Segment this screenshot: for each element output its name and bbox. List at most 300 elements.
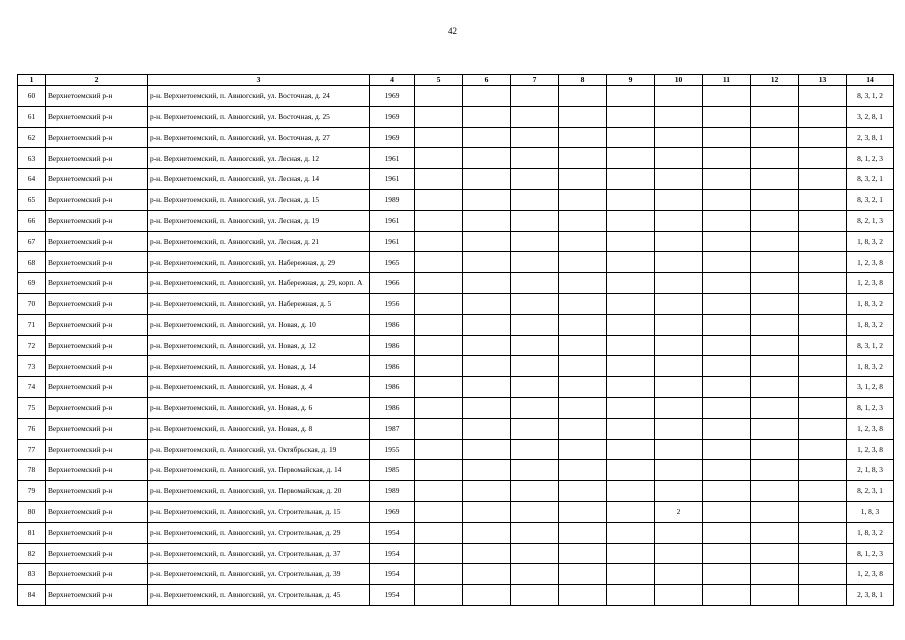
col-8-cell — [559, 585, 607, 606]
table-row — [18, 585, 894, 606]
address-cell: р-н. Верхнетоемский, п. Авнюгский, ул. Восточная, д. 25 — [148, 106, 370, 127]
col-12-cell — [751, 293, 799, 314]
col-6-cell — [463, 189, 511, 210]
table-row — [18, 501, 894, 522]
col-6-cell — [463, 481, 511, 502]
col-8-cell — [559, 169, 607, 190]
col-7-cell — [511, 252, 559, 273]
table-body — [18, 86, 894, 606]
col-14-cell: 8, 2, 3, 1 — [847, 481, 894, 502]
address-cell: р-н. Верхнетоемский, п. Авнюгский, ул. Строительная, д. 39 — [148, 564, 370, 585]
col-11-cell — [703, 273, 751, 294]
table-row — [18, 335, 894, 356]
row-number-cell: 70 — [18, 293, 46, 314]
district-cell: Верхнетоемский р-н — [46, 335, 148, 356]
col-10-cell — [655, 377, 703, 398]
table-row — [18, 397, 894, 418]
col-7-cell — [511, 418, 559, 439]
column-header: 11 — [703, 75, 751, 86]
district-cell: Верхнетоемский р-н — [46, 439, 148, 460]
row-number-cell: 60 — [18, 86, 46, 107]
district-cell: Верхнетоемский р-н — [46, 231, 148, 252]
col-13-cell — [799, 252, 847, 273]
year-cell: 1986 — [370, 314, 415, 335]
district-cell: Верхнетоемский р-н — [46, 127, 148, 148]
col-14-cell: 8, 3, 1, 2 — [847, 86, 894, 107]
col-13-cell — [799, 148, 847, 169]
col-8-cell — [559, 273, 607, 294]
district-cell: Верхнетоемский р-н — [46, 169, 148, 190]
col-14-cell: 1, 2, 3, 8 — [847, 418, 894, 439]
col-10-cell — [655, 127, 703, 148]
col-6-cell — [463, 86, 511, 107]
year-cell: 1969 — [370, 501, 415, 522]
col-12-cell — [751, 501, 799, 522]
row-number-cell: 84 — [18, 585, 46, 606]
col-14-cell: 3, 1, 2, 8 — [847, 377, 894, 398]
col-8-cell — [559, 293, 607, 314]
col-12-cell — [751, 148, 799, 169]
district-cell: Верхнетоемский р-н — [46, 314, 148, 335]
col-13-cell — [799, 189, 847, 210]
col-12-cell — [751, 418, 799, 439]
col-9-cell — [607, 314, 655, 335]
col-6-cell — [463, 314, 511, 335]
table-row — [18, 169, 894, 190]
col-9-cell — [607, 377, 655, 398]
col-9-cell — [607, 127, 655, 148]
address-cell: р-н. Верхнетоемский, п. Авнюгский, ул. Новая, д. 8 — [148, 418, 370, 439]
table-row — [18, 106, 894, 127]
col-11-cell — [703, 231, 751, 252]
col-11-cell — [703, 314, 751, 335]
col-8-cell — [559, 377, 607, 398]
col-12-cell — [751, 189, 799, 210]
address-cell: р-н. Верхнетоемский, п. Авнюгский, ул. Новая, д. 4 — [148, 377, 370, 398]
col-13-cell — [799, 273, 847, 294]
col-12-cell — [751, 460, 799, 481]
district-cell: Верхнетоемский р-н — [46, 377, 148, 398]
address-cell: р-н. Верхнетоемский, п. Авнюгский, ул. Набережная, д. 29 — [148, 252, 370, 273]
col-14-cell: 3, 2, 8, 1 — [847, 106, 894, 127]
year-cell: 1969 — [370, 86, 415, 107]
address-cell: р-н. Верхнетоемский, п. Авнюгский, ул. Первомайская, д. 20 — [148, 481, 370, 502]
district-cell: Верхнетоемский р-н — [46, 564, 148, 585]
col-11-cell — [703, 252, 751, 273]
address-cell: р-н. Верхнетоемский, п. Авнюгский, ул. Новая, д. 10 — [148, 314, 370, 335]
col-13-cell — [799, 231, 847, 252]
col-7-cell — [511, 273, 559, 294]
address-cell: р-н. Верхнетоемский, п. Авнюгский, ул. Восточная, д. 27 — [148, 127, 370, 148]
district-cell: Верхнетоемский р-н — [46, 273, 148, 294]
row-number-cell: 63 — [18, 148, 46, 169]
col-9-cell — [607, 86, 655, 107]
table-row — [18, 210, 894, 231]
col-12-cell — [751, 106, 799, 127]
col-6-cell — [463, 543, 511, 564]
col-6-cell — [463, 397, 511, 418]
col-5-cell — [415, 356, 463, 377]
col-14-cell: 1, 2, 3, 8 — [847, 252, 894, 273]
col-6-cell — [463, 148, 511, 169]
col-10-cell — [655, 148, 703, 169]
col-14-cell: 2, 3, 8, 1 — [847, 585, 894, 606]
col-9-cell — [607, 293, 655, 314]
col-12-cell — [751, 252, 799, 273]
address-cell: р-н. Верхнетоемский, п. Авнюгский, ул. Строительная, д. 29 — [148, 522, 370, 543]
row-number-cell: 81 — [18, 522, 46, 543]
col-6-cell — [463, 335, 511, 356]
row-number-cell: 61 — [18, 106, 46, 127]
row-number-cell: 69 — [18, 273, 46, 294]
col-13-cell — [799, 106, 847, 127]
col-14-cell: 8, 3, 2, 1 — [847, 169, 894, 190]
row-number-cell: 79 — [18, 481, 46, 502]
col-14-cell: 1, 8, 3, 2 — [847, 314, 894, 335]
address-cell: р-н. Верхнетоемский, п. Авнюгский, ул. Первомайская, д. 14 — [148, 460, 370, 481]
col-9-cell — [607, 439, 655, 460]
table-row — [18, 418, 894, 439]
column-header: 10 — [655, 75, 703, 86]
col-14-cell: 8, 3, 2, 1 — [847, 189, 894, 210]
col-12-cell — [751, 127, 799, 148]
col-11-cell — [703, 106, 751, 127]
col-8-cell — [559, 189, 607, 210]
col-10-cell — [655, 439, 703, 460]
col-13-cell — [799, 210, 847, 231]
col-5-cell — [415, 543, 463, 564]
col-11-cell — [703, 564, 751, 585]
col-14-cell: 1, 2, 3, 8 — [847, 273, 894, 294]
col-9-cell — [607, 335, 655, 356]
col-9-cell — [607, 106, 655, 127]
district-cell: Верхнетоемский р-н — [46, 543, 148, 564]
year-cell: 1961 — [370, 231, 415, 252]
col-9-cell — [607, 481, 655, 502]
col-11-cell — [703, 522, 751, 543]
col-14-cell: 1, 2, 3, 8 — [847, 564, 894, 585]
district-cell: Верхнетоемский р-н — [46, 356, 148, 377]
year-cell: 1969 — [370, 106, 415, 127]
year-cell: 1986 — [370, 397, 415, 418]
col-8-cell — [559, 564, 607, 585]
col-7-cell — [511, 481, 559, 502]
col-10-cell — [655, 231, 703, 252]
col-7-cell — [511, 543, 559, 564]
col-5-cell — [415, 377, 463, 398]
address-cell: р-н. Верхнетоемский, п. Авнюгский, ул. Новая, д. 14 — [148, 356, 370, 377]
col-12-cell — [751, 585, 799, 606]
col-11-cell — [703, 86, 751, 107]
col-10-cell — [655, 335, 703, 356]
col-14-cell: 8, 1, 2, 3 — [847, 397, 894, 418]
col-12-cell — [751, 397, 799, 418]
col-7-cell — [511, 377, 559, 398]
col-10-cell — [655, 543, 703, 564]
year-cell: 1955 — [370, 439, 415, 460]
col-11-cell — [703, 148, 751, 169]
col-8-cell — [559, 522, 607, 543]
col-12-cell — [751, 356, 799, 377]
table-row — [18, 148, 894, 169]
col-6-cell — [463, 501, 511, 522]
col-6-cell — [463, 439, 511, 460]
col-13-cell — [799, 439, 847, 460]
year-cell: 1961 — [370, 148, 415, 169]
col-9-cell — [607, 397, 655, 418]
col-9-cell — [607, 210, 655, 231]
col-10-cell — [655, 189, 703, 210]
col-13-cell — [799, 314, 847, 335]
col-5-cell — [415, 564, 463, 585]
column-header: 14 — [847, 75, 894, 86]
col-7-cell — [511, 86, 559, 107]
col-7-cell — [511, 293, 559, 314]
col-11-cell — [703, 397, 751, 418]
housing-register-table — [17, 74, 894, 606]
col-7-cell — [511, 522, 559, 543]
col-11-cell — [703, 377, 751, 398]
col-9-cell — [607, 564, 655, 585]
address-cell: р-н. Верхнетоемский, п. Авнюгский, ул. Новая, д. 12 — [148, 335, 370, 356]
col-14-cell: 1, 8, 3, 2 — [847, 356, 894, 377]
col-7-cell — [511, 564, 559, 585]
row-number-cell: 76 — [18, 418, 46, 439]
column-header: 9 — [607, 75, 655, 86]
col-9-cell — [607, 522, 655, 543]
address-cell: р-н. Верхнетоемский, п. Авнюгский, ул. Строительная, д. 15 — [148, 501, 370, 522]
col-5-cell — [415, 106, 463, 127]
col-14-cell: 8, 3, 1, 2 — [847, 335, 894, 356]
col-13-cell — [799, 335, 847, 356]
district-cell: Верхнетоемский р-н — [46, 418, 148, 439]
col-8-cell — [559, 356, 607, 377]
col-10-cell — [655, 169, 703, 190]
district-cell: Верхнетоемский р-н — [46, 522, 148, 543]
col-5-cell — [415, 231, 463, 252]
address-cell: р-н. Верхнетоемский, п. Авнюгский, ул. Строительная, д. 45 — [148, 585, 370, 606]
col-6-cell — [463, 210, 511, 231]
col-13-cell — [799, 356, 847, 377]
col-14-cell: 8, 1, 2, 3 — [847, 543, 894, 564]
col-5-cell — [415, 148, 463, 169]
year-cell: 1954 — [370, 543, 415, 564]
row-number-cell: 64 — [18, 169, 46, 190]
col-8-cell — [559, 314, 607, 335]
col-5-cell — [415, 439, 463, 460]
table-row — [18, 231, 894, 252]
col-5-cell — [415, 397, 463, 418]
column-header: 13 — [799, 75, 847, 86]
col-14-cell: 1, 2, 3, 8 — [847, 439, 894, 460]
col-6-cell — [463, 231, 511, 252]
col-13-cell — [799, 564, 847, 585]
col-14-cell: 1, 8, 3, 2 — [847, 231, 894, 252]
col-13-cell — [799, 127, 847, 148]
address-cell: р-н. Верхнетоемский, п. Авнюгский, ул. Восточная, д. 24 — [148, 86, 370, 107]
header-row — [18, 75, 894, 86]
col-8-cell — [559, 460, 607, 481]
col-13-cell — [799, 481, 847, 502]
row-number-cell: 82 — [18, 543, 46, 564]
col-11-cell — [703, 418, 751, 439]
col-6-cell — [463, 418, 511, 439]
col-7-cell — [511, 501, 559, 522]
column-header: 7 — [511, 75, 559, 86]
col-8-cell — [559, 252, 607, 273]
col-5-cell — [415, 127, 463, 148]
col-5-cell — [415, 314, 463, 335]
table-row — [18, 522, 894, 543]
district-cell: Верхнетоемский р-н — [46, 210, 148, 231]
col-5-cell — [415, 335, 463, 356]
year-cell: 1986 — [370, 356, 415, 377]
col-5-cell — [415, 481, 463, 502]
district-cell: Верхнетоемский р-н — [46, 481, 148, 502]
col-5-cell — [415, 273, 463, 294]
year-cell: 1989 — [370, 189, 415, 210]
col-6-cell — [463, 293, 511, 314]
col-10-cell — [655, 481, 703, 502]
year-cell: 1989 — [370, 481, 415, 502]
table-row — [18, 377, 894, 398]
year-cell: 1954 — [370, 585, 415, 606]
table-row — [18, 460, 894, 481]
address-cell: р-н. Верхнетоемский, п. Авнюгский, ул. Лесная, д. 21 — [148, 231, 370, 252]
year-cell: 1966 — [370, 273, 415, 294]
col-8-cell — [559, 148, 607, 169]
table-row — [18, 86, 894, 107]
col-5-cell — [415, 501, 463, 522]
col-9-cell — [607, 169, 655, 190]
col-11-cell — [703, 501, 751, 522]
page-number: 42 — [448, 26, 457, 36]
row-number-cell: 83 — [18, 564, 46, 585]
col-11-cell — [703, 127, 751, 148]
col-8-cell — [559, 127, 607, 148]
address-cell: р-н. Верхнетоемский, п. Авнюгский, ул. Новая, д. 6 — [148, 397, 370, 418]
col-13-cell — [799, 377, 847, 398]
col-9-cell — [607, 356, 655, 377]
col-10-cell — [655, 314, 703, 335]
row-number-cell: 72 — [18, 335, 46, 356]
table-row — [18, 189, 894, 210]
row-number-cell: 67 — [18, 231, 46, 252]
col-13-cell — [799, 460, 847, 481]
col-11-cell — [703, 293, 751, 314]
col-14-cell: 2, 1, 8, 3 — [847, 460, 894, 481]
year-cell: 1986 — [370, 335, 415, 356]
row-number-cell: 68 — [18, 252, 46, 273]
row-number-cell: 77 — [18, 439, 46, 460]
col-10-cell — [655, 460, 703, 481]
col-13-cell — [799, 293, 847, 314]
col-13-cell — [799, 86, 847, 107]
col-5-cell — [415, 169, 463, 190]
col-6-cell — [463, 356, 511, 377]
col-12-cell — [751, 273, 799, 294]
col-12-cell — [751, 169, 799, 190]
col-5-cell — [415, 418, 463, 439]
address-cell: р-н. Верхнетоемский, п. Авнюгский, ул. Строительная, д. 37 — [148, 543, 370, 564]
col-5-cell — [415, 86, 463, 107]
col-10-cell — [655, 86, 703, 107]
col-9-cell — [607, 543, 655, 564]
table-row — [18, 543, 894, 564]
col-8-cell — [559, 501, 607, 522]
col-13-cell — [799, 522, 847, 543]
col-13-cell — [799, 397, 847, 418]
col-5-cell — [415, 522, 463, 543]
col-13-cell — [799, 169, 847, 190]
col-10-cell — [655, 210, 703, 231]
row-number-cell: 78 — [18, 460, 46, 481]
col-7-cell — [511, 127, 559, 148]
table-row — [18, 481, 894, 502]
col-12-cell — [751, 439, 799, 460]
year-cell: 1987 — [370, 418, 415, 439]
col-13-cell — [799, 585, 847, 606]
col-8-cell — [559, 418, 607, 439]
address-cell: р-н. Верхнетоемский, п. Авнюгский, ул. Набережная, д. 5 — [148, 293, 370, 314]
col-6-cell — [463, 564, 511, 585]
column-header: 12 — [751, 75, 799, 86]
col-8-cell — [559, 543, 607, 564]
district-cell: Верхнетоемский р-н — [46, 460, 148, 481]
table-row — [18, 439, 894, 460]
col-10-cell — [655, 564, 703, 585]
district-cell: Верхнетоемский р-н — [46, 106, 148, 127]
col-8-cell — [559, 397, 607, 418]
column-header: 8 — [559, 75, 607, 86]
col-11-cell — [703, 460, 751, 481]
year-cell: 1961 — [370, 169, 415, 190]
col-10-cell — [655, 252, 703, 273]
year-cell: 1986 — [370, 377, 415, 398]
col-10-cell — [655, 293, 703, 314]
address-cell: р-н. Верхнетоемский, п. Авнюгский, ул. Набережная, д. 29, корп. А — [148, 273, 370, 294]
column-header: 3 — [148, 75, 370, 86]
year-cell: 1985 — [370, 460, 415, 481]
address-cell: р-н. Верхнетоемский, п. Авнюгский, ул. Лесная, д. 15 — [148, 189, 370, 210]
col-12-cell — [751, 377, 799, 398]
col-10-cell — [655, 585, 703, 606]
col-12-cell — [751, 564, 799, 585]
year-cell: 1969 — [370, 127, 415, 148]
col-11-cell — [703, 585, 751, 606]
col-7-cell — [511, 460, 559, 481]
col-8-cell — [559, 231, 607, 252]
district-cell: Верхнетоемский р-н — [46, 397, 148, 418]
col-5-cell — [415, 293, 463, 314]
col-7-cell — [511, 335, 559, 356]
col-14-cell: 8, 1, 2, 3 — [847, 148, 894, 169]
col-10-cell — [655, 356, 703, 377]
col-5-cell — [415, 585, 463, 606]
col-9-cell — [607, 273, 655, 294]
col-13-cell — [799, 501, 847, 522]
table-row — [18, 356, 894, 377]
col-7-cell — [511, 585, 559, 606]
table-row — [18, 314, 894, 335]
col-6-cell — [463, 585, 511, 606]
column-header: 1 — [18, 75, 46, 86]
table-row — [18, 127, 894, 148]
col-10-cell — [655, 418, 703, 439]
col-5-cell — [415, 252, 463, 273]
col-11-cell — [703, 169, 751, 190]
col-12-cell — [751, 335, 799, 356]
